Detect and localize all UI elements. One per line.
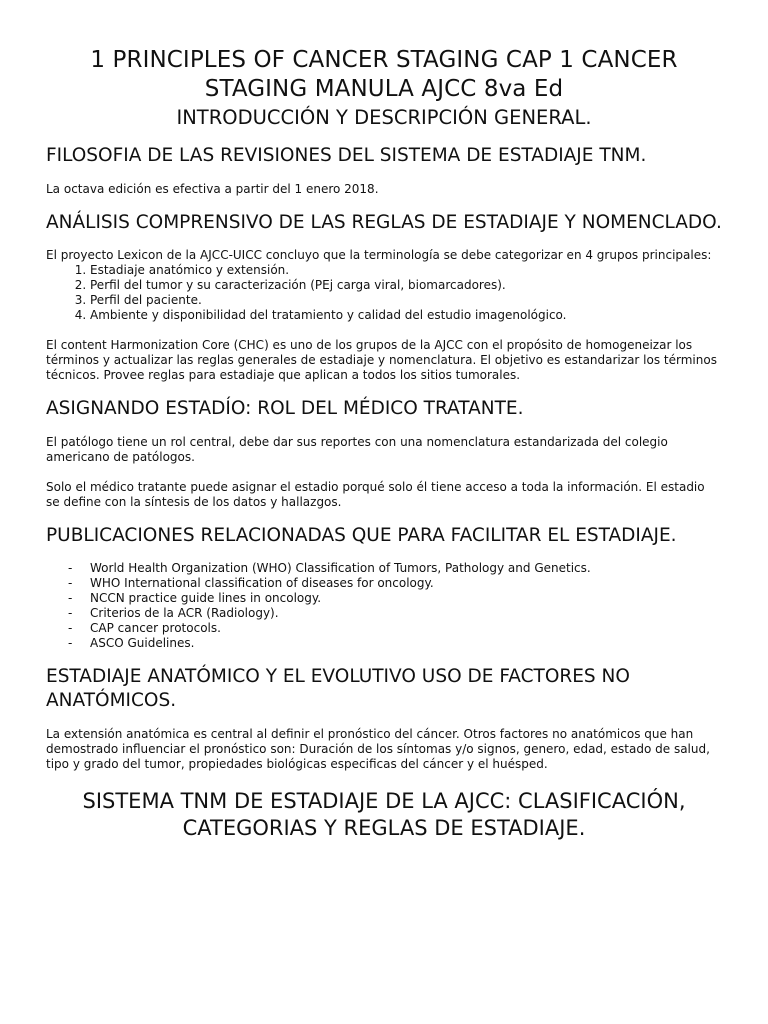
section-paragraph: La extensión anatómica es central al definir el pronóstico del cáncer. Otros factores no anatómicos que han demostrado influenciar el pronóstico son: Duración de los síntomas y/o signos, genero, edad, estado de salud, tipo y grado del tumor, propiedades biológicas especificas del cáncer y el huésped. bbox=[46, 727, 710, 771]
section-heading-publicaciones: PUBLICACIONES RELACIONADAS QUE PARA FACILITAR EL ESTADIAJE. bbox=[46, 525, 677, 546]
list-item: - World Health Organization (WHO) Classification of Tumors, Pathology and Genetics. bbox=[68, 561, 591, 575]
dash-bullet-icon: - bbox=[68, 591, 73, 605]
dash-bullet-icon: - bbox=[68, 621, 73, 635]
section-intro: El proyecto Lexicon de la AJCC-UICC concluyo que la terminología se debe categorizar en 4 grupos principales: bbox=[46, 248, 712, 262]
document-subtitle: INTRODUCCIÓN Y DESCRIPCIÓN GENERAL. bbox=[176, 106, 592, 129]
list-item: - NCCN practice guide lines in oncology. bbox=[68, 591, 322, 605]
final-heading: SISTEMA TNM DE ESTADIAJE DE LA AJCC: CLASIFICACIÓN, CATEGORIAS Y REGLAS DE ESTADIAJE. bbox=[82, 789, 686, 840]
dash-bullet-icon: - bbox=[68, 576, 73, 590]
list-item: 3. Perfil del paciente. bbox=[90, 293, 722, 308]
section-paragraph: El patólogo tiene un rol central, debe dar sus reportes con una nomenclatura estandarizada del colegio americano de patólogos. bbox=[46, 435, 668, 464]
section-paragraph: El content Harmonization Core (CHC) es uno de los grupos de la AJCC con el propósito de homogeneizar los términos y actualizar las reglas generales de estadiaje y nomenclatura. El objetivo es estandarizar los términos técnicos. Provee reglas para estadiaje que aplican a todos los sitios tumorales. bbox=[46, 338, 717, 382]
document-title: 1 PRINCIPLES OF CANCER STAGING CAP 1 CANCER STAGING MANULA AJCC 8va Ed bbox=[90, 47, 678, 102]
list-item: 4. Ambiente y disponibilidad del tratamiento y calidad del estudio imagenológico. bbox=[90, 308, 722, 323]
dash-bullet-icon: - bbox=[68, 636, 73, 650]
section-heading-analisis: ANÁLISIS COMPRENSIVO DE LAS REGLAS DE ESTADIAJE Y NOMENCLADO. bbox=[46, 212, 722, 233]
list-item: 2. Perfil del tumor y su caracterización (PEj carga viral, biomarcadores). bbox=[90, 278, 722, 293]
section-paragraph: La octava edición es efectiva a partir del 1 enero 2018. bbox=[46, 182, 379, 196]
section-paragraph: Solo el médico tratante puede asignar el estadio porqué solo él tiene acceso a toda la información. El estadio se define con la síntesis de los datos y hallazgos. bbox=[46, 480, 705, 509]
list-item: - WHO International classification of diseases for oncology. bbox=[68, 576, 434, 590]
list-item: - CAP cancer protocols. bbox=[68, 621, 221, 635]
section-heading-filosofia: FILOSOFIA DE LAS REVISIONES DEL SISTEMA DE ESTADIAJE TNM. bbox=[46, 145, 647, 166]
dash-bullet-icon: - bbox=[68, 606, 73, 620]
section-heading-asignando: ASIGNANDO ESTADÍO: ROL DEL MÉDICO TRATANTE. bbox=[46, 398, 524, 419]
bullet-list bbox=[46, 561, 722, 651]
list-item: - Criterios de la ACR (Radiology). bbox=[68, 606, 279, 620]
numbered-list bbox=[46, 263, 722, 323]
list-item: 1. Estadiaje anatómico y extensión. bbox=[90, 263, 722, 278]
list-item: - ASCO Guidelines. bbox=[68, 636, 195, 650]
dash-bullet-icon: - bbox=[68, 561, 73, 575]
section-heading-estadiaje-anatomico: ESTADIAJE ANATÓMICO Y EL EVOLUTIVO USO DE FACTORES NO ANATÓMICOS. bbox=[46, 666, 630, 711]
